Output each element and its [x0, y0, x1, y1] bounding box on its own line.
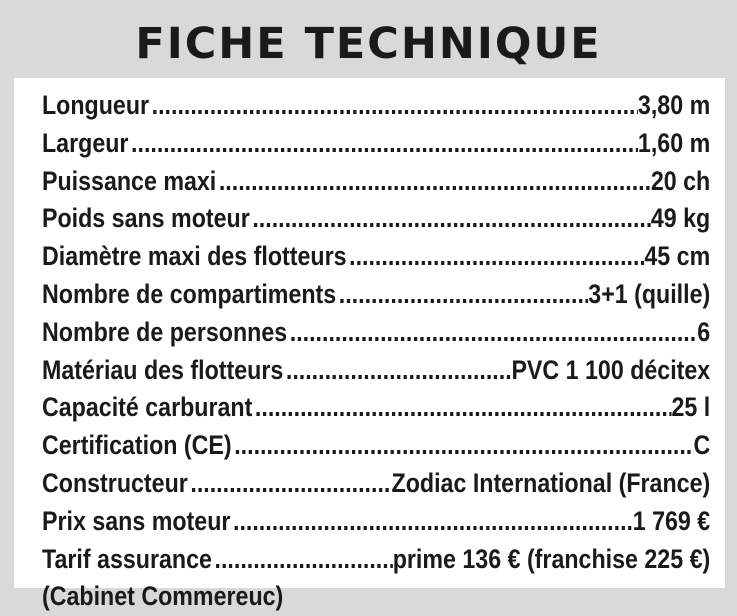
spec-value: 49 kg: [650, 203, 711, 234]
spec-value: 45 cm: [644, 241, 711, 272]
spec-value: PVC 1 100 décitex: [511, 354, 711, 385]
spec-value: 25 l: [671, 392, 711, 423]
spec-value: Zodiac International (France): [391, 467, 711, 498]
spec-row-prix-sans-moteur: [42, 503, 710, 541]
spec-value: 1 769 €: [632, 505, 711, 536]
spec-value: 1,60 m: [637, 127, 711, 158]
spec-label: Puissance maxi: [42, 165, 217, 196]
spec-label: Capacité carburant: [42, 392, 253, 423]
spec-footnote: [42, 578, 710, 616]
spec-row-diametre-flotteurs: [42, 238, 710, 276]
dot-leader: [188, 465, 392, 503]
spec-row-capacite-carburant: [42, 389, 710, 427]
spec-row-personnes: [42, 314, 710, 352]
dot-leader: [216, 163, 651, 201]
spec-label: Largeur: [42, 127, 129, 158]
dot-leader: [283, 352, 511, 390]
spec-label: Prix sans moteur: [42, 505, 231, 536]
dot-leader: [230, 503, 632, 541]
dot-leader: [252, 389, 671, 427]
spec-value: 3+1 (quille): [588, 278, 711, 309]
dot-leader: [212, 541, 393, 579]
spec-row-puissance-maxi: [42, 163, 710, 201]
spec-row-largeur: [42, 125, 710, 163]
dot-leader: [250, 200, 651, 238]
dot-leader: [128, 125, 637, 163]
dot-leader: [336, 276, 588, 314]
spec-row-longueur: [42, 87, 710, 125]
dot-leader: [287, 314, 697, 352]
spec-value: prime 136 € (franchise 225 €): [392, 543, 711, 574]
spec-row-poids-sans-moteur: [42, 200, 710, 238]
spec-panel: [14, 78, 725, 612]
spec-label: Poids sans moteur: [42, 203, 250, 234]
spec-label: Matériau des flotteurs: [42, 354, 284, 385]
spec-value: 6: [697, 316, 711, 347]
spec-row-certification: [42, 427, 710, 465]
spec-row-tarif-assurance: [42, 541, 710, 579]
spec-row-materiau-flotteurs: [42, 352, 710, 390]
dot-leader: [149, 87, 638, 125]
spec-label: Diamètre maxi des flotteurs: [42, 241, 347, 272]
spec-value: 3,80 m: [637, 90, 711, 120]
spec-list: [42, 87, 710, 616]
footnote-text: (Cabinet Commereuc): [42, 581, 284, 612]
dot-leader: [347, 238, 645, 276]
spec-row-compartiments: [42, 276, 710, 314]
dot-leader: [232, 427, 694, 465]
spec-label: Nombre de compartiments: [42, 278, 337, 309]
spec-label: Longueur: [42, 90, 150, 120]
spec-label: Certification (CE): [42, 430, 232, 461]
spec-row-constructeur: [42, 465, 710, 503]
spec-value: C: [693, 430, 711, 461]
spec-value: 20 ch: [650, 165, 711, 196]
spec-label: Nombre de personnes: [42, 316, 288, 347]
spec-label: Tarif assurance: [42, 543, 212, 574]
spec-label: Constructeur: [42, 467, 188, 498]
spec-sheet-title: FICHE TECHNIQUE: [135, 19, 602, 69]
